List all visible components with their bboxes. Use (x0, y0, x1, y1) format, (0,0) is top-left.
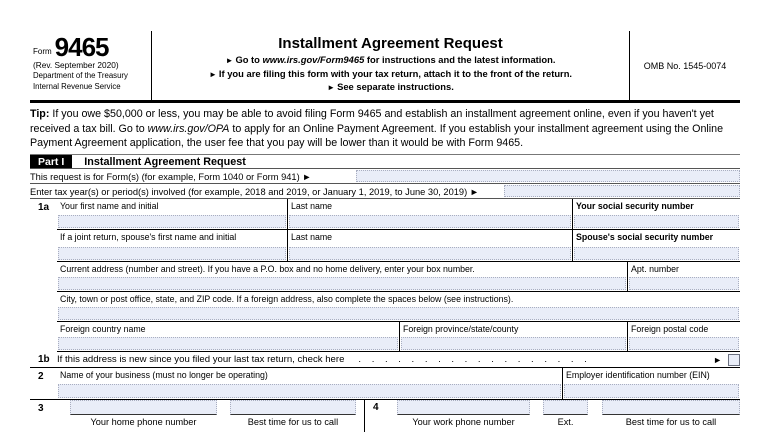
bullet3-text: See separate instructions. (337, 81, 454, 93)
foreign-postal-input[interactable] (629, 337, 739, 350)
apt-number-input[interactable] (629, 277, 739, 290)
foreign-province-input[interactable] (401, 337, 626, 350)
phone-row (30, 400, 740, 432)
request-forms-label: This request is for Form(s) (for example, Form 1040 or Form 941) ► (30, 172, 312, 182)
arrow-icon: ► (225, 56, 234, 65)
instruction-bullet-2 (152, 68, 629, 82)
form-title-block (151, 31, 630, 100)
name-row (30, 199, 740, 230)
bullet1-prefix: Go to (235, 54, 263, 65)
tip-label: Tip: (30, 108, 50, 120)
address-new-checkbox[interactable] (728, 354, 740, 366)
spouse-last-name-input[interactable] (289, 247, 571, 260)
apt-number-cell (628, 262, 740, 291)
last-name-cell (288, 199, 573, 229)
first-name-input[interactable] (58, 215, 286, 228)
form-title: Installment Agreement Request (278, 35, 503, 52)
arrow-icon: ► (713, 354, 722, 365)
best-time-work-input[interactable] (602, 400, 740, 415)
street-address-cell (57, 262, 628, 291)
spouse-ssn-label: Spouse's social security number (576, 232, 714, 242)
spouse-last-name-label: Last name (291, 232, 333, 242)
foreign-address-row (30, 322, 740, 352)
request-forms-input[interactable] (356, 170, 740, 182)
foreign-province-cell (400, 322, 628, 351)
form-word: Form (33, 47, 52, 56)
omb-number: OMB No. 1545-0074 (643, 60, 727, 71)
spouse-last-name-cell (288, 230, 573, 261)
address-new-label: If this address is new since you filed your last tax return, check here (57, 354, 345, 365)
foreign-country-input[interactable] (58, 337, 398, 350)
agency-line-1: Department of the Treasury (33, 71, 128, 80)
opa-url-link[interactable]: www.irs.gov/OPA (147, 122, 230, 135)
agency-line-2: Internal Revenue Service (33, 81, 121, 91)
tip-text-2: to apply for an Online Payment Agreement. If you establish your installment agreement using the Online Payment Agreement application, the user fee that you pay will be lower than it would be with Form 9465. (30, 122, 724, 150)
business-name-input[interactable] (58, 384, 561, 398)
tax-years-row (30, 184, 740, 199)
part1-header (30, 154, 740, 169)
request-forms-row (30, 169, 740, 184)
address-new-row (30, 352, 740, 368)
omb-block (630, 31, 740, 100)
home-phone-cell (70, 400, 217, 432)
ssn-label: Your social security number (576, 201, 694, 211)
city-state-zip-label: City, town or post office, state, and ZIP code. If a foreign address, also complete the spaces below (see instructions). (60, 294, 514, 304)
business-row (30, 368, 740, 400)
last-name-input[interactable] (289, 215, 571, 228)
work-phone-cell (397, 400, 530, 432)
ssn-input[interactable] (574, 215, 739, 228)
address-row (30, 262, 740, 292)
extension-input[interactable] (543, 400, 588, 415)
arrow-icon: ► (208, 69, 217, 79)
part1-title: Installment Agreement Request (84, 155, 246, 168)
city-state-zip-cell (57, 292, 740, 321)
spouse-first-name-cell (57, 230, 288, 261)
first-name-label: Your first name and initial (60, 201, 159, 211)
line-number-1a: 1a (38, 202, 50, 213)
best-time-home-cell (230, 400, 356, 432)
ein-input[interactable] (564, 384, 739, 398)
ssn-cell (573, 199, 740, 229)
spouse-first-name-label: If a joint return, spouse's first name and initial (60, 232, 237, 242)
city-row (30, 292, 740, 322)
instruction-bullet-3 (152, 81, 629, 95)
line-number-2: 2 (38, 371, 44, 382)
best-time-work-cell (602, 400, 740, 432)
city-state-zip-input[interactable] (58, 307, 739, 320)
instruction-bullet-1 (152, 54, 629, 68)
extension-cell (543, 400, 588, 432)
tax-years-input[interactable] (504, 185, 740, 197)
form-number: 9465 (54, 32, 109, 62)
foreign-country-cell (57, 322, 400, 351)
street-address-label: Current address (number and street). If you have a P.O. box and no home delivery, enter your box number. (60, 264, 475, 274)
work-phone-section (364, 400, 740, 432)
home-phone-input[interactable] (70, 400, 217, 415)
street-address-input[interactable] (58, 277, 626, 290)
tip-text-1: If you owe $50,000 or less, you may be able to avoid filing Form 9465 and establish an installment agreement online, even if you haven't yet received a tax bill. Go to (30, 108, 714, 135)
form-url-link[interactable]: www.irs.gov/Form9465 (262, 54, 365, 65)
business-name-cell (57, 368, 563, 399)
first-name-cell (57, 199, 288, 229)
apt-number-label: Apt. number (631, 264, 679, 274)
foreign-postal-cell (628, 322, 740, 351)
work-phone-input[interactable] (397, 400, 530, 415)
home-phone-label: Your home phone number (90, 417, 197, 427)
foreign-country-label: Foreign country name (60, 324, 146, 334)
dot-leader: . . . . . . . . . . . . . . . . . . (358, 354, 587, 365)
spouse-ssn-input[interactable] (574, 247, 739, 260)
line-number-4: 4 (373, 402, 379, 413)
work-phone-label: Your work phone number (412, 417, 515, 427)
form-id-block (30, 31, 151, 100)
best-time-work-label: Best time for us to call (625, 417, 717, 427)
tip-paragraph (30, 107, 742, 151)
tax-years-label: Enter tax year(s) or period(s) involved (for example, 2018 and 2019, or January 1, 2019, to June 30, 2019) ► (30, 187, 479, 197)
arrow-icon: ► (327, 83, 336, 93)
foreign-postal-label: Foreign postal code (631, 324, 709, 334)
part1-label: Part I (30, 155, 72, 168)
home-phone-section (57, 400, 364, 432)
ein-cell (563, 368, 740, 399)
line-number-3: 3 (38, 403, 44, 414)
last-name-label: Last name (291, 201, 333, 211)
ein-label: Employer identification number (EIN) (566, 370, 710, 380)
line-number-1b: 1b (38, 354, 50, 365)
spouse-ssn-cell (573, 230, 740, 261)
best-time-home-input[interactable] (230, 400, 356, 415)
extension-label: Ext. (557, 417, 574, 427)
form-header (30, 31, 740, 103)
form-revision: (Rev. September 2020) (33, 60, 119, 70)
best-time-home-label: Best time for us to call (247, 417, 339, 427)
business-name-label: Name of your business (must no longer be operating) (60, 370, 268, 380)
spouse-first-name-input[interactable] (58, 247, 286, 260)
foreign-province-label: Foreign province/state/county (403, 324, 519, 334)
spouse-row (30, 230, 740, 262)
bullet1-suffix: for instructions and the latest information. (364, 54, 556, 65)
bullet2-text: If you are filing this form with your tax return, attach it to the front of the return. (218, 67, 573, 79)
